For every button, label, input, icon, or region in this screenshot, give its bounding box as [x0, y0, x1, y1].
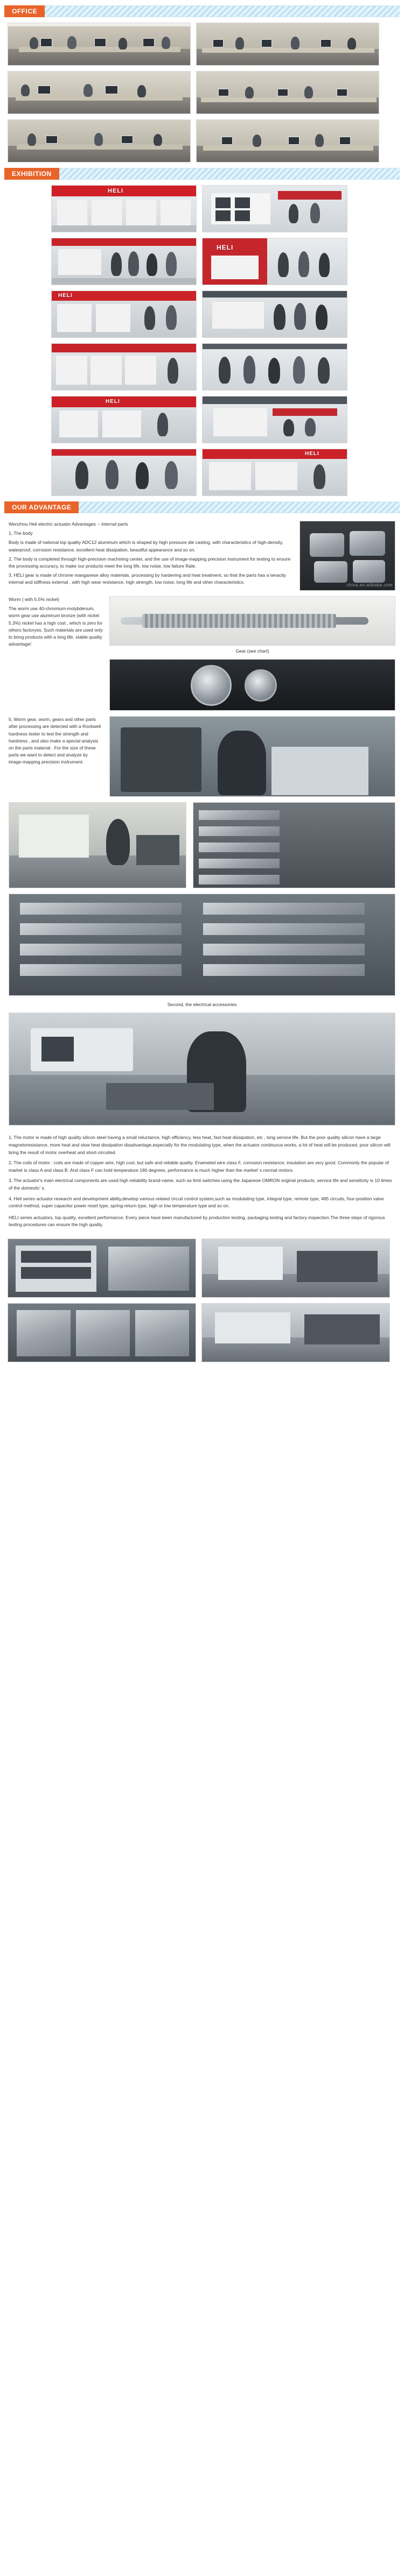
- second-para-1: 1, The motor is made of high quality silicon steel having a small reluctance, high efficiency, less heat, fast heat dissipation, etc , long service life. But the poor quality silicon have a large magnetoresistance, more heat and slow heat dissipation disadvantage,especially for the modulating type, when the actuator continuous works, a lot of heat will be produced, poor silicon will bring the result of motor overheat and short-circuited.: [9, 1135, 391, 1155]
- section-title-advantage: OUR ADVANTAGE: [4, 501, 79, 513]
- section-header-advantage: [4, 501, 400, 513]
- section-title-office: OFFICE: [4, 5, 45, 17]
- exhibition-photo-12: HELI: [202, 449, 347, 496]
- exhibition-photo-11: [51, 449, 197, 496]
- second-para-4: 4, Heli series actuator research and development ability,develop various related circuit control system,such as modulating type, integral type, remote type, 485 circuits, four-position valve control method, super capacitor power reset type, spring-return type, high or low temperature type and so on.: [9, 1195, 384, 1209]
- section-header-exhibition: [4, 168, 400, 180]
- second-para-2: 2, The coils of motor : coils are made of copper wire, high cost, but safe and reliable quality. Enameled wire class F, corrosion resistance, insulation are very good. Commonly the popular of market is class A and class B. And class F can hold temperature 180 degrees, performance is much higher than the market' s normal motors.: [9, 1160, 389, 1173]
- final-photo-grid: [0, 1239, 404, 1362]
- advantage-photo-stock: [9, 894, 395, 996]
- exhibition-photo-6: [202, 291, 347, 338]
- office-photo-5: [8, 119, 191, 162]
- office-photo-grid: [0, 23, 404, 162]
- worm-text-column: [9, 596, 103, 650]
- office-photo-3: [8, 71, 191, 114]
- advantage-para-2: Body is made of national top quality ADC12 aluminum which is shaped by high pressure die casting, with characteristics of high-density, waterproof, corrosion resistance, excellent heat dissipation, beautiful appearance and so on.: [9, 540, 283, 553]
- advantage-block-workshop: [9, 802, 395, 888]
- point5-text-column: [9, 716, 103, 768]
- exhibition-photo-5: HELI: [51, 291, 197, 338]
- advantage-photo-panel-2: [201, 1239, 390, 1298]
- exhibition-photo-grid: [0, 185, 404, 496]
- inspection-image-column: [109, 716, 395, 797]
- point5-text: 5, Worm gear, worm, gears and other parts after processing are detected with a Rockwell hardness tester to test the strength and hardness , and also make a special analysis on the parts material . For the size of these parts we want to detect and analyze by image-mapping precision instrument.: [9, 717, 101, 765]
- worm-heading: Worm ( with 5.5% nickel): [9, 597, 59, 602]
- section-title-exhibition: EXHIBITION: [4, 168, 59, 180]
- advantage-photo-panel-4: [201, 1303, 390, 1362]
- exhibition-photo-7: [51, 343, 197, 391]
- worm-image-column: [109, 596, 395, 711]
- exhibition-photo-3: [51, 238, 197, 285]
- advantage-photo-parts-rack: [193, 802, 395, 888]
- advantage-block-inspection: [9, 716, 395, 797]
- section-header-office: [4, 5, 400, 17]
- gear-caption: Gear (see chart): [235, 648, 269, 654]
- office-photo-6: [196, 119, 379, 162]
- advantage-intro: Wenzhou Heli electric actuator Advantages -- internal parts: [9, 521, 128, 527]
- advantage-block-worm: [9, 596, 395, 711]
- advantage-photo-body-casting: [299, 521, 395, 591]
- exhibition-photo-1: HELI: [51, 185, 197, 232]
- advantage-photo-workshop: [9, 802, 186, 888]
- exhibition-photo-8: [202, 343, 347, 391]
- advantage-photo-gear: [109, 659, 395, 711]
- advantage-para-3: 2, The body is completed through high-precision machining center, and the use of image-mapping precision instrument for testing to ensure the processing accuracy, to make our products meet the long life, low noise, low failure Rate.: [9, 556, 291, 569]
- exhibition-photo-10: [202, 396, 347, 443]
- second-para-3: 3, The actuator's main electrical components are used high reliability brand-name, such as limit switches using the Japanese OMRON original products, service life and sensitivity is 10 times of the domestic' s.: [9, 1178, 392, 1191]
- product-detail-page: [0, 5, 404, 1373]
- advantage-text-column: [9, 521, 293, 588]
- advantage-photo-panel-1: [8, 1239, 196, 1298]
- office-photo-2: [196, 23, 379, 66]
- worm-text: The worm use 40-chromium-molybdenum, worm gear use aluminum bronze (with nickel 5.3%) nickel has a high cost , which is zero for others factoryes. Such materials are used only to bring products with a long life, stable quality advantage!: [9, 606, 103, 647]
- advantage-block-body: [9, 521, 395, 591]
- section-stripe: [45, 5, 400, 17]
- advantage-photo-inspection: [109, 716, 395, 797]
- office-photo-1: [8, 23, 191, 66]
- watermark-alibaba: china.en.alibaba.com: [346, 582, 393, 588]
- advantage-body: [0, 519, 404, 1126]
- advantage-para-4: 3, HELI gear is made of chrome manganese alloy materials, processing by hardening and heat treatment, so that the parts has a tenacity internal and stiffness external , with high wear resistance, high strength, low noise, long life and other characteristics.: [9, 572, 287, 585]
- advantage-photo-testing: [9, 1013, 395, 1126]
- exhibition-photo-2: [202, 185, 347, 232]
- exhibition-photo-9: HELI: [51, 396, 197, 443]
- advantage-photo-panel-3: [8, 1303, 196, 1362]
- exhibition-photo-4: HELI: [202, 238, 347, 285]
- advantage-para-1: 1, The body: [9, 530, 33, 536]
- office-photo-4: [196, 71, 379, 114]
- second-section-heading: Second, the electrical accessories: [167, 1002, 237, 1008]
- section-stripe: [59, 168, 400, 180]
- electrical-accessories-text: [0, 1131, 404, 1235]
- advantage-image-column: [299, 521, 395, 591]
- section-stripe: [79, 501, 400, 513]
- closing-text: HELI series actuators, top quality, excellent performance. Every piece have been manufactured by production testing, packaging testing and factory inspection.The three steps of rigorous testing procedures can ensure the high quality.: [9, 1214, 385, 1228]
- advantage-photo-worm: [109, 596, 395, 646]
